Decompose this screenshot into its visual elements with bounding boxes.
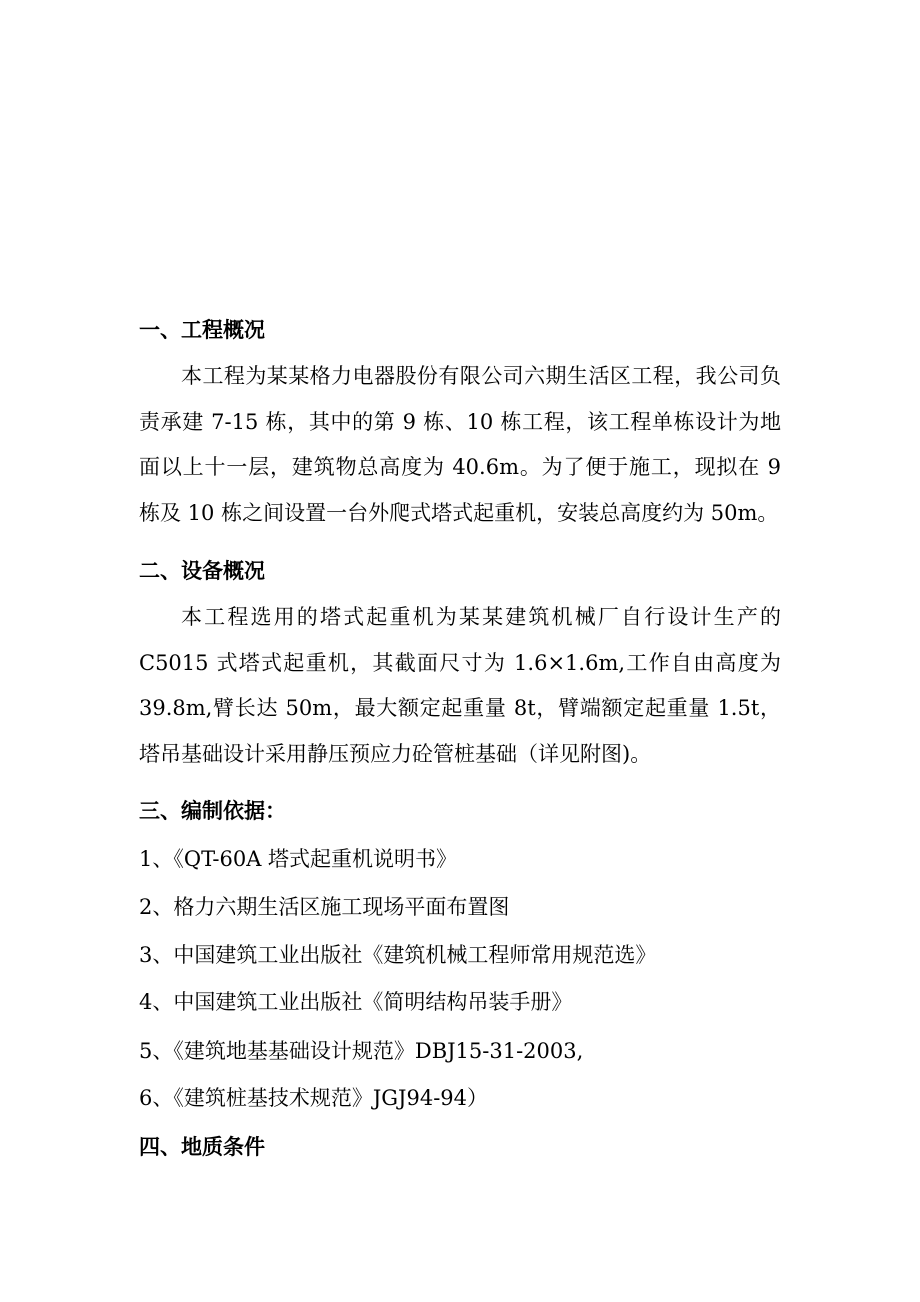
equipment-paragraph: 本工程选用的塔式起重机为某某建筑机械厂自行设计生产的C5015 式塔式起重机，其截面尺寸为 1.6×1.6m,工作自由高度为 39.8m,臂长达 50m，最大额定起重量 8t，臂端额定起重量 1.5t，塔吊基础设计采用静压预应力砼管桩基础（详见附图)。 <box>139 605 781 766</box>
section-heading-overview: 一、工程概况 <box>139 318 265 342</box>
section-heading-equipment: 二、设备概况 <box>139 559 265 583</box>
basis-list-item: 4、中国建筑工业出版社《简明结构吊装手册》 <box>139 990 573 1014</box>
section-heading-basis: 三、编制依据： <box>139 799 286 823</box>
basis-list-item: 6、《建筑桩基技术规范》JGJ94-94） <box>139 1086 489 1110</box>
overview-paragraph: 本工程为某某格力电器股份有限公司六期生活区工程，我公司负责承建 7-15 栋，其中的第 9 栋、10 栋工程，该工程单栋设计为地面以上十一层，建筑物总高度为 40.6m。为了便于施工，现拟在 9 栋及 10 栋之间设置一台外爬式塔式起重机，安装总高度约为 50m。 <box>139 364 781 525</box>
basis-list-item: 2、格力六期生活区施工现场平面布置图 <box>139 895 510 919</box>
basis-list-item: 1、《QT-60A 塔式起重机说明书》 <box>139 847 458 871</box>
basis-list-item: 5、《建筑地基基础设计规范》DBJ15-31-2003, <box>139 1039 584 1063</box>
section-heading-geology: 四、地质条件 <box>139 1135 265 1159</box>
basis-list-item: 3、中国建筑工业出版社《建筑机械工程师常用规范选》 <box>139 943 657 967</box>
